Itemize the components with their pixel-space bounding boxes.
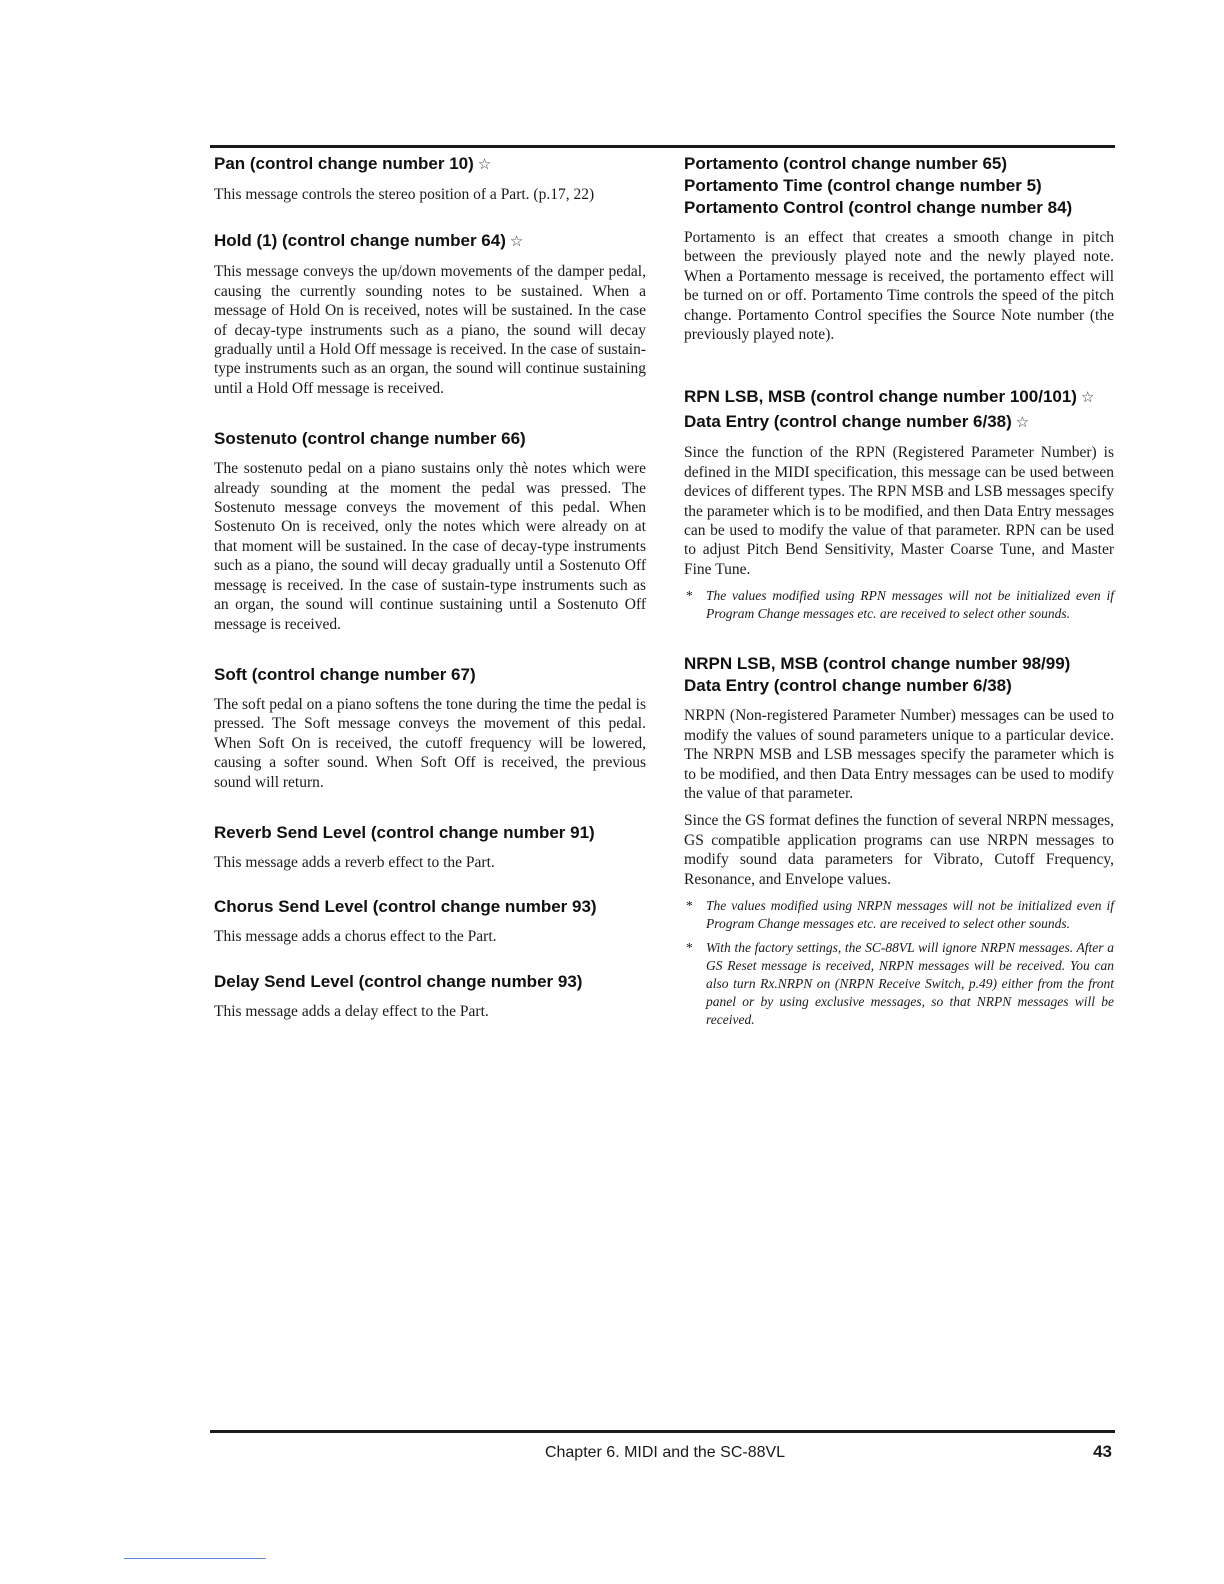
section-text: This message conveys the up/down movements of the damper pedal, causing the currently sounding notes to be sustained. When a message of Hold On is received, notes will be sustained. In the case of decay-type instruments such as a piano, the sound will decay gradually until a Hold Off message is received. In the case of sustain-type instruments such as an organ, the sound will continue sustaining until a Hold Off message is received. xyxy=(214,263,646,397)
section-heading: Data Entry (control change number 6/38) ☆ xyxy=(684,412,1030,432)
section-text: Since the function of the RPN (Registered Parameter Number) is defined in the MIDI specification, this message can be used between devices of different types. The RPN MSB and LSB messages specify the parameter which is to be modified, and then Data Entry messages can be used to modify the value of that parameter. RPN can be used to adjust Pitch Bend Sensitivity, Master Coarse Tune, and Master Fine Tune. xyxy=(684,444,1114,578)
left-column xyxy=(214,153,646,1051)
section-heading: Portamento Control (control change number 84) xyxy=(684,198,1073,217)
star-icon: ☆ xyxy=(1080,389,1095,407)
section-heading: Reverb Send Level (control change number 91) xyxy=(214,822,595,842)
section-sostenuto xyxy=(214,428,646,634)
right-column xyxy=(684,153,1114,1059)
section-delay xyxy=(214,971,646,1021)
section-text: This message adds a reverb effect to the Part. xyxy=(214,853,495,871)
section-heading: Soft (control change number 67) xyxy=(214,664,476,684)
star-icon: ☆ xyxy=(1015,414,1030,432)
footnote: * The values modified using RPN messages will not be initialized even if Program Change messages etc. are received to select other sounds. xyxy=(686,588,1114,622)
section-heading: Sostenuto (control change number 66) xyxy=(214,429,526,449)
note-bullet: * xyxy=(686,588,693,604)
section-text: Portamento is an effect that creates a smooth change in pitch between the previously played note and the newly played note. When a Portamento message is received, the portamento effect will be turned on or off. Portamento Time controls the speed of the pitch change. Portamento Control specifies the Source Note number (the previously played note). xyxy=(684,229,1114,344)
section-soft xyxy=(214,664,646,792)
section-pan xyxy=(214,153,646,204)
section-rpn xyxy=(684,386,1114,623)
section-chorus xyxy=(214,896,646,946)
top-rule xyxy=(210,145,1115,148)
section-heading: RPN LSB, MSB (control change number 100/101) ☆ xyxy=(684,387,1095,407)
section-text: The soft pedal on a piano softens the tone during the time the pedal is pressed. The Soft message conveys the movement of this pedal. When Soft On is received, the cutoff frequency will be lowered, causing a softer sound. When Soft Off is received, the previous sound will return. xyxy=(214,695,646,791)
section-text: This message controls the stereo position of a Part. (p.17, 22) xyxy=(214,186,595,203)
section-heading: Pan (control change number 10) ☆ xyxy=(214,154,492,173)
section-portamento xyxy=(684,153,1114,344)
star-icon: ☆ xyxy=(509,233,524,251)
section-text: This message adds a chorus effect to the Part. xyxy=(214,928,497,946)
section-hold xyxy=(214,230,646,398)
note-bullet: * xyxy=(686,939,693,955)
section-nrpn xyxy=(684,653,1114,1029)
section-heading: Delay Send Level (control change number 93) xyxy=(214,971,583,991)
section-heading: Portamento Time (control change number 5) xyxy=(684,176,1042,195)
section-reverb xyxy=(214,822,646,872)
section-heading: Data Entry (control change number 6/38) xyxy=(684,676,1012,696)
section-text: The sostenuto pedal on a piano sustains only thè notes which were already sounding at the moment the pedal was pressed. The Sostenuto message conveys the movement of this pedal. When Sostenuto On is received, only the notes which were already on at that moment will be sustained. In the case of decay-type instruments such as a piano, the sound will decay gradually until a Sostenuto Off messagę is received. In the case of sustain-type instruments such as an organ, the sound will continue sustaining until a Sostenuto Off message is received. xyxy=(214,460,646,633)
page-number: 43 xyxy=(1093,1442,1112,1461)
scan-artifact-line xyxy=(124,1558,266,1559)
section-heading: Chorus Send Level (control change number 93) xyxy=(214,897,597,917)
section-text: This message adds a delay effect to the Part. xyxy=(214,1002,489,1020)
section-text: Since the GS format defines the function of several NRPN messages, GS compatible application programs can use NRPN messages to modify sound data parameters for Vibrato, Cutoff Frequency, Resonance, and Envelope values. xyxy=(684,812,1114,888)
star-icon: ☆ xyxy=(477,156,492,173)
section-heading: Hold (1) (control change number 64) ☆ xyxy=(214,231,524,251)
section-heading: NRPN LSB, MSB (control change number 98/99) xyxy=(684,654,1071,674)
bottom-rule xyxy=(210,1430,1115,1433)
footnote: * The values modified using NRPN messages will not be initialized even if Program Change messages etc. are received to select other sounds. xyxy=(686,897,1114,931)
note-bullet: * xyxy=(686,897,693,913)
section-text: NRPN (Non-registered Parameter Number) messages can be used to modify the values of sound parameters unique to a particular device. The NRPN MSB and LSB messages specify the parameter which is to be modified, and then Data Entry messages can be used to modify the value of that parameter. xyxy=(684,707,1114,802)
section-heading: Portamento (control change number 65) xyxy=(684,154,1008,173)
footnote: * With the factory settings, the SC-88VL will ignore NRPN messages. After a GS Reset message is received, NRPN messages will be received. You can also turn Rx.NRPN on (NRPN Receive Switch, p.49) either from the front panel or by using exclusive messages, so that NRPN messages will be received. xyxy=(686,939,1114,1027)
footer-chapter-title: Chapter 6. MIDI and the SC-88VL xyxy=(544,1444,786,1461)
